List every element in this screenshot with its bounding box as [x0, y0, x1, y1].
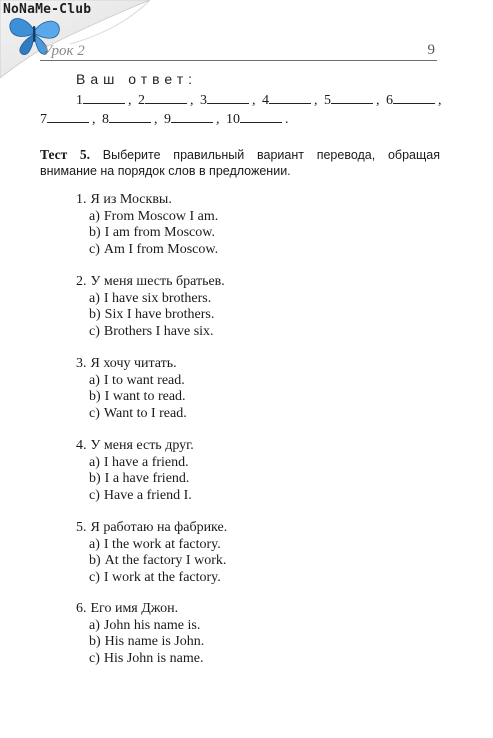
option-letter: a) [89, 536, 100, 552]
answer-slot-number: 6 [386, 93, 393, 108]
option-c[interactable] [76, 488, 194, 505]
watermark-corner [0, 0, 150, 80]
answer-slot-9 [164, 111, 213, 128]
question-4 [76, 438, 194, 504]
answer-row-2: 7 , 8 , 9 , 10 . [40, 112, 289, 127]
answer-slot-number: 10 [226, 112, 240, 127]
question-prompt: Я из Москвы. [90, 192, 172, 207]
option-b[interactable] [76, 307, 225, 324]
question-number: 3. [76, 356, 87, 371]
question-text [76, 601, 204, 618]
question-prompt: Его имя Джон. [90, 601, 179, 616]
option-a[interactable] [76, 291, 225, 308]
option-text: Have a friend I. [103, 487, 192, 503]
answer-blank[interactable] [240, 111, 282, 123]
answer-slot-number: 3 [200, 93, 207, 108]
question-number: 2. [76, 274, 87, 289]
answer-slot-number: 9 [164, 112, 171, 127]
question-text [76, 274, 225, 291]
option-text: Want to I read. [103, 405, 187, 421]
answer-blank[interactable] [393, 92, 435, 104]
question-1 [76, 192, 218, 258]
page-number: 9 [427, 42, 435, 58]
chapter-label: Урок 2 [42, 43, 85, 59]
option-letter: a) [89, 208, 100, 224]
answer-slot-7 [40, 111, 89, 128]
answer-slot-2 [138, 92, 187, 109]
answer-slot-1 [76, 92, 125, 109]
option-letter: c) [89, 323, 100, 339]
option-text: I the work at factory. [103, 536, 221, 552]
option-letter: b) [89, 634, 101, 649]
question-3 [76, 356, 187, 422]
answer-slot-8 [102, 111, 151, 128]
option-text: Am I from Moscow. [103, 241, 219, 257]
answer-blank[interactable] [171, 111, 213, 123]
answer-slot-6 [386, 92, 435, 109]
question-prompt: У меня есть друг. [90, 438, 194, 453]
header-divider [40, 60, 437, 61]
option-text: I have a friend. [103, 454, 189, 470]
answer-slot-4 [262, 92, 311, 109]
answer-slot-number: 5 [324, 93, 331, 108]
option-text: I want to read. [104, 389, 186, 404]
question-text [76, 438, 194, 455]
option-letter: a) [89, 372, 100, 388]
answer-blank[interactable] [331, 92, 373, 104]
answer-slot-number: 7 [40, 112, 47, 127]
option-text: Six I have brothers. [104, 307, 215, 322]
option-letter: b) [89, 553, 101, 568]
answer-blank[interactable] [109, 111, 151, 123]
answer-slot-number: 1 [76, 93, 83, 108]
answer-blank[interactable] [269, 92, 311, 104]
option-letter: b) [89, 389, 101, 404]
option-b[interactable] [76, 553, 227, 570]
question-2 [76, 274, 225, 340]
option-a[interactable] [76, 209, 218, 226]
option-text: I work at the factory. [103, 569, 221, 585]
question-text [76, 192, 218, 209]
option-text: His name is John. [104, 634, 205, 649]
test-instruction-text: Выберите правильный вариант перевода, обращая внимание на порядок слов в предложении. [40, 148, 440, 178]
option-letter: b) [89, 307, 101, 322]
watermark-text: NoNaMe-Club [3, 2, 92, 17]
option-text: Brothers I have six. [103, 323, 214, 339]
option-a[interactable] [76, 537, 227, 554]
option-c[interactable] [76, 570, 227, 587]
option-c[interactable] [76, 406, 187, 423]
option-text: At the factory I work. [104, 553, 227, 568]
answer-slot-number: 2 [138, 93, 145, 108]
option-a[interactable] [76, 373, 187, 390]
question-prompt: Я хочу читать. [90, 356, 177, 371]
option-c[interactable] [76, 324, 225, 341]
answer-blank[interactable] [145, 92, 187, 104]
option-letter: c) [89, 569, 100, 585]
answer-title: Ваш ответ: [76, 71, 198, 87]
option-text: I a have friend. [104, 471, 190, 486]
question-prompt: У меня шесть братьев. [90, 274, 225, 289]
question-number: 6. [76, 601, 87, 616]
question-6 [76, 601, 204, 667]
option-letter: c) [89, 241, 100, 257]
answer-blank[interactable] [207, 92, 249, 104]
answer-row-1: 1 , 2 , 3 , 4 , 5 , 6 , [76, 93, 442, 108]
answer-slot-number: 8 [102, 112, 109, 127]
option-letter: b) [89, 225, 101, 240]
answer-blank[interactable] [83, 92, 125, 104]
answer-slot-5 [324, 92, 373, 109]
option-letter: b) [89, 471, 101, 486]
option-b[interactable] [76, 225, 218, 242]
option-text: I have six brothers. [103, 290, 212, 306]
option-c[interactable] [76, 651, 204, 668]
option-text: I am from Moscow. [104, 225, 215, 240]
test-label: Тест 5. [40, 147, 91, 162]
option-b[interactable] [76, 389, 187, 406]
question-text [76, 520, 227, 537]
answer-slot-number: 4 [262, 93, 269, 108]
option-text: I to want read. [103, 372, 185, 388]
question-prompt: Я работаю на фабрике. [90, 520, 228, 535]
option-c[interactable] [76, 242, 218, 259]
option-a[interactable] [76, 455, 194, 472]
option-b[interactable] [76, 471, 194, 488]
option-letter: a) [89, 454, 100, 470]
answer-slot-3 [200, 92, 249, 109]
option-a[interactable] [76, 618, 204, 635]
option-letter: c) [89, 405, 100, 421]
option-letter: c) [89, 487, 100, 503]
option-text: From Moscow I am. [103, 208, 219, 224]
question-5 [76, 520, 227, 586]
question-number: 4. [76, 438, 87, 453]
option-letter: a) [89, 290, 100, 306]
option-b[interactable] [76, 634, 204, 651]
option-letter: c) [89, 650, 100, 666]
answer-slot-10 [226, 111, 282, 128]
question-text [76, 356, 187, 373]
question-number: 5. [76, 520, 87, 535]
option-text: His John is name. [103, 650, 204, 666]
option-letter: a) [89, 617, 100, 633]
answer-blank[interactable] [47, 111, 89, 123]
question-number: 1. [76, 192, 87, 207]
option-text: John his name is. [103, 617, 201, 633]
test-instruction [40, 147, 440, 179]
